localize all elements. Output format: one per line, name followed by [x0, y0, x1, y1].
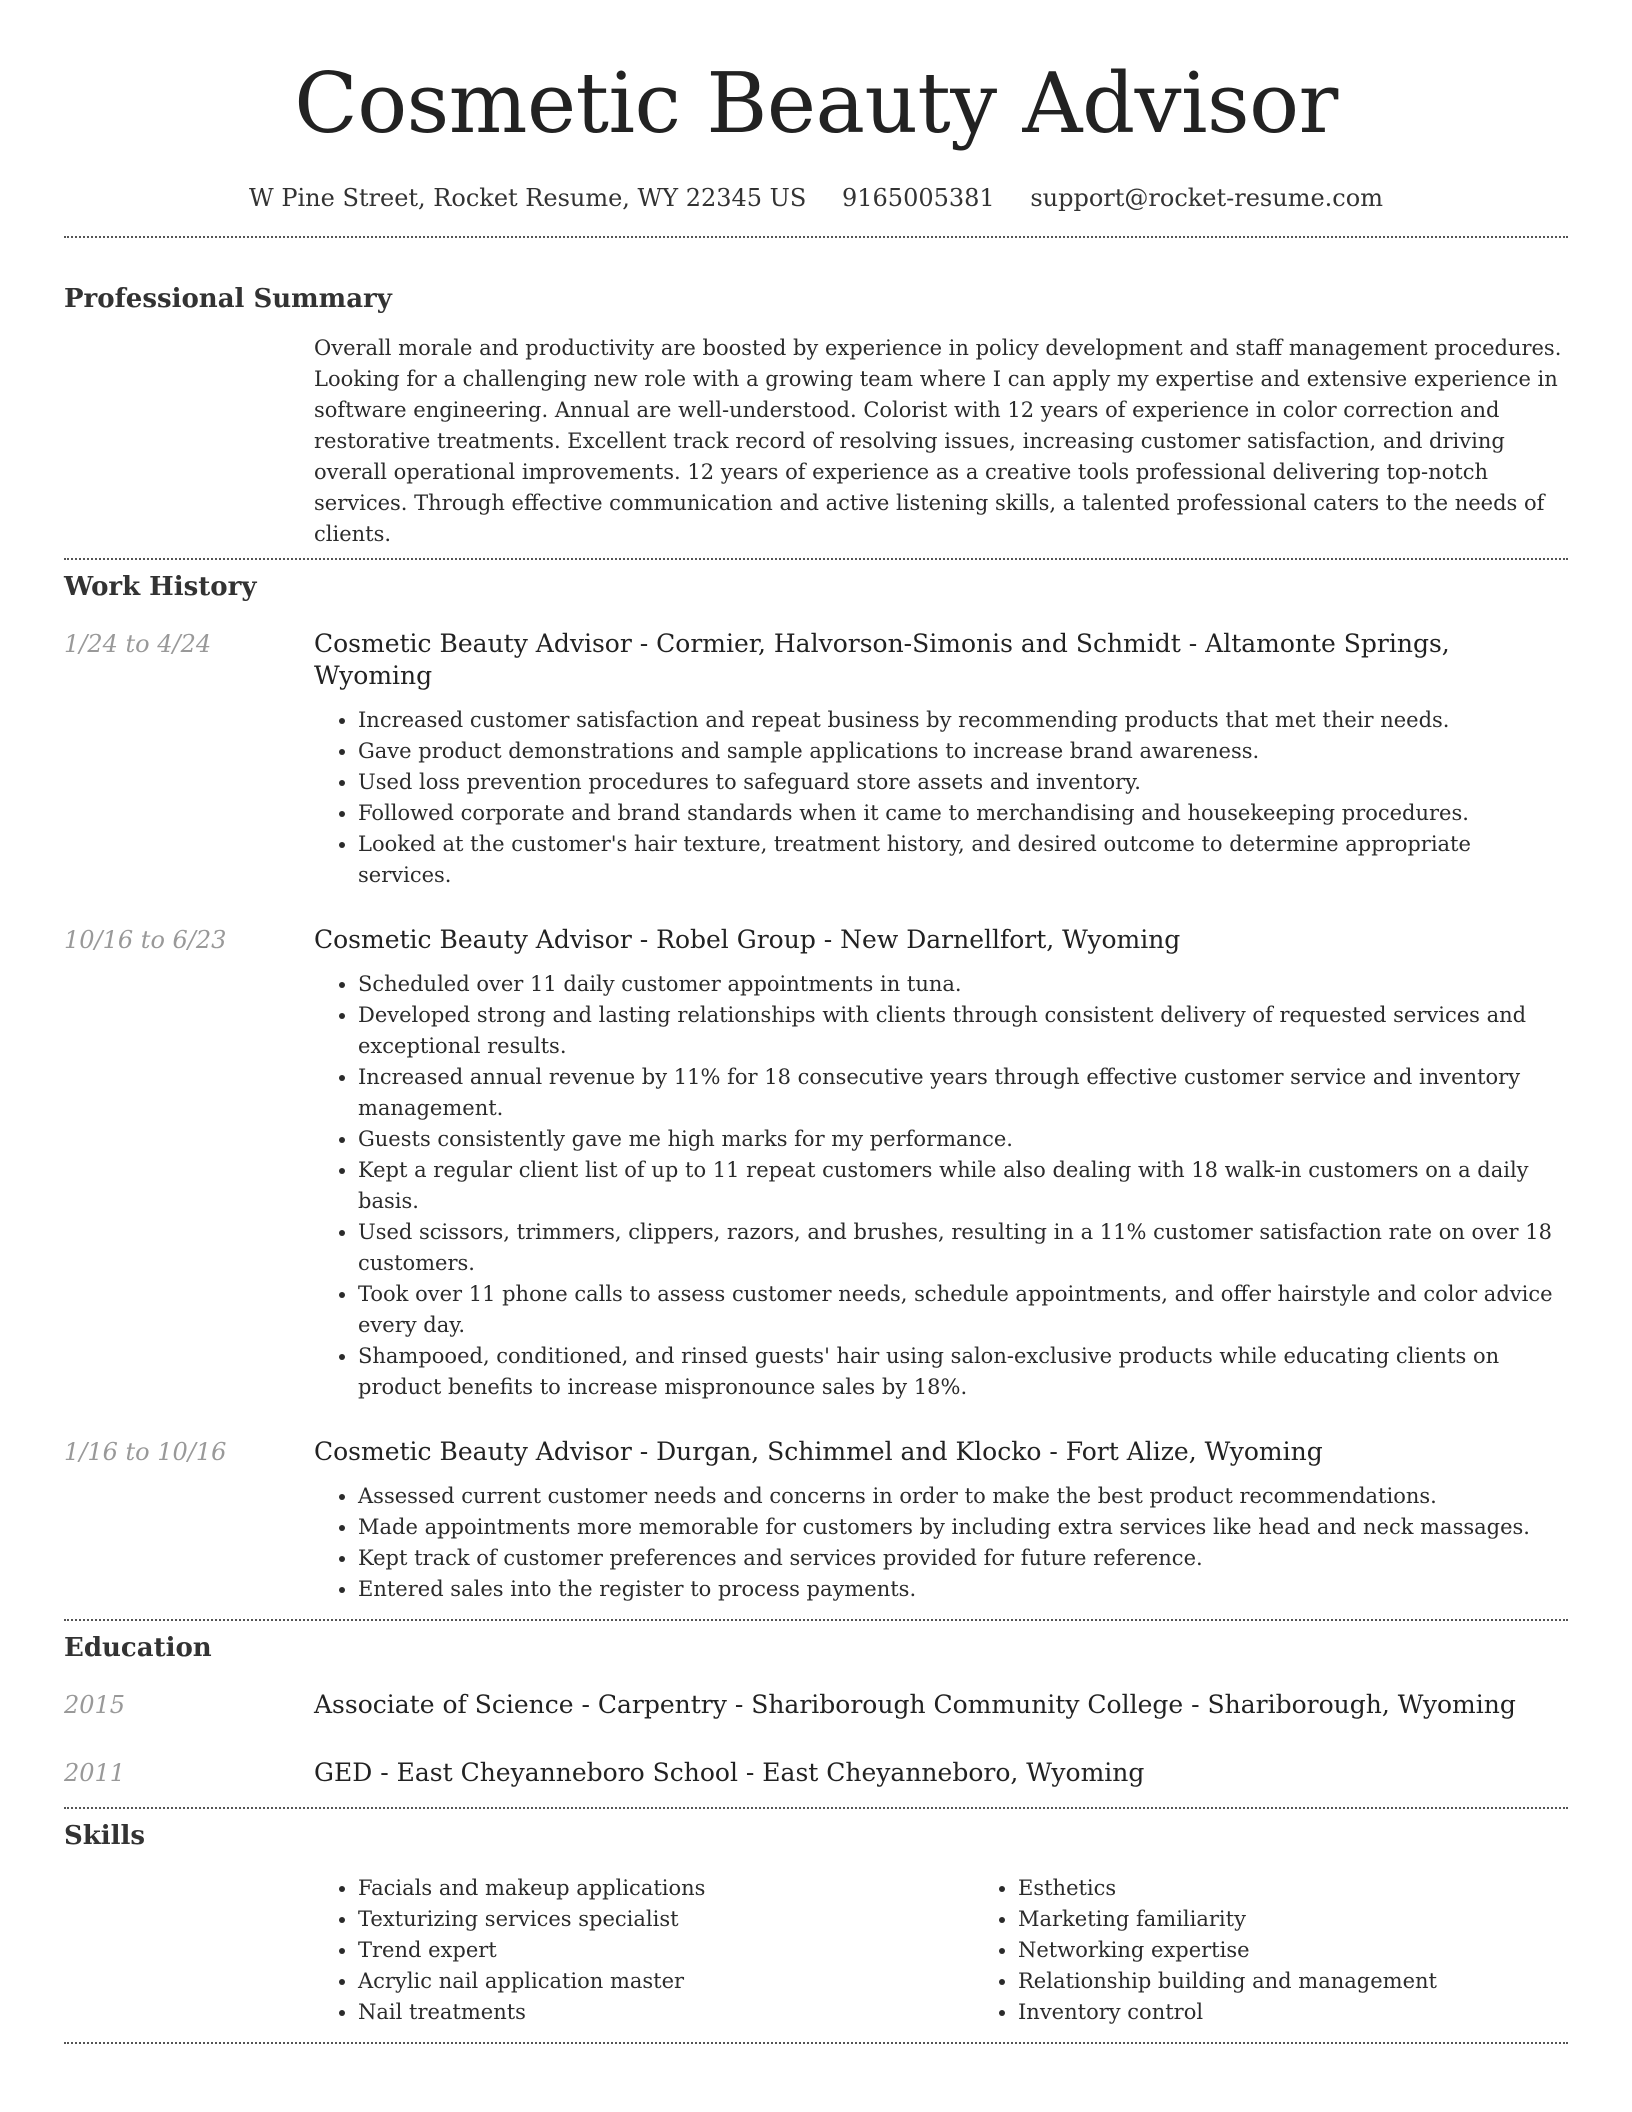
- skill-item: • Marketing familiarity: [1018, 1904, 1632, 1935]
- job-entry: [64, 1436, 1568, 1605]
- divider: [64, 2042, 1568, 2044]
- skill-item: • Texturizing services specialist: [358, 1904, 974, 1935]
- job-dates: 10/16 to 6/23: [64, 926, 227, 954]
- job-heading: Cosmetic Beauty Advisor - Robel Group - New Darnellfort, Wyoming: [314, 925, 1181, 954]
- list-item: • Increased customer satisfaction and repeat business by recommending products that met their needs.: [358, 705, 1568, 736]
- divider: [64, 558, 1568, 560]
- job-entry: [64, 924, 1568, 1403]
- education-year: 2015: [64, 1691, 126, 1719]
- education-text: Associate of Science - Carpentry - Shariborough Community College - Shariborough, Wyoming: [314, 1690, 1516, 1719]
- education-entry: [64, 1689, 1568, 1721]
- list-item: • Made appointments more memorable for customers by including extra services like head and neck massages.: [358, 1512, 1568, 1543]
- skill-item: • Trend expert: [358, 1935, 974, 1966]
- contact-email: support@rocket-resume.com: [1030, 184, 1383, 212]
- skills-list-right: [974, 1873, 1632, 2028]
- list-item: • Scheduled over 11 daily customer appointments in tuna.: [358, 969, 1568, 1000]
- skills-list-left: [314, 1873, 974, 2028]
- divider: [64, 1807, 1568, 1809]
- list-item: • Took over 11 phone calls to assess customer needs, schedule appointments, and offer hairstyle and color advice every day.: [358, 1279, 1568, 1341]
- list-item: • Assessed current customer needs and concerns in order to make the best product recommendations.: [358, 1481, 1568, 1512]
- work-history-section: [64, 570, 1568, 1605]
- job-dates: 1/16 to 10/16: [64, 1438, 227, 1466]
- list-item: • Gave product demonstrations and sample applications to increase brand awareness.: [358, 736, 1568, 767]
- list-item: • Used loss prevention procedures to safeguard store assets and inventory.: [358, 767, 1568, 798]
- contact-address: W Pine Street, Rocket Resume, WY 22345 US: [249, 184, 807, 212]
- section-title-skills: Skills: [64, 1821, 146, 1851]
- skills-section: [64, 1819, 1568, 2028]
- list-item: • Developed strong and lasting relationships with clients through consistent delivery of requested services and exceptional results.: [358, 1000, 1568, 1062]
- education-text: GED - East Cheyanneboro School - East Cheyanneboro, Wyoming: [314, 1758, 1145, 1787]
- job-bullets: [314, 1481, 1568, 1605]
- skill-item: • Networking expertise: [1018, 1935, 1632, 1966]
- job-heading: Cosmetic Beauty Advisor - Cormier, Halvorson-Simonis and Schmidt - Altamonte Springs, Wyoming: [314, 629, 1450, 690]
- contact-phone: 9165005381: [841, 184, 995, 212]
- list-item: • Shampooed, conditioned, and rinsed guests' hair using salon-exclusive products while educating clients on product benefits to increase mispronounce sales by 18%.: [358, 1341, 1568, 1403]
- section-title-summary: Professional Summary: [64, 284, 392, 314]
- skill-item: • Esthetics: [1018, 1873, 1632, 1904]
- list-item: • Entered sales into the register to process payments.: [358, 1574, 1568, 1605]
- list-item: • Kept a regular client list of up to 11 repeat customers while also dealing with 18 walk-in customers on a daily basis.: [358, 1155, 1568, 1217]
- section-title-work-history: Work History: [64, 572, 257, 602]
- skill-item: • Facials and makeup applications: [358, 1873, 974, 1904]
- divider: [64, 236, 1568, 238]
- job-heading: Cosmetic Beauty Advisor - Durgan, Schimmel and Klocko - Fort Alize, Wyoming: [314, 1437, 1323, 1466]
- list-item: • Increased annual revenue by 11% for 18 consecutive years through effective customer service and inventory management.: [358, 1062, 1568, 1124]
- list-item: • Kept track of customer preferences and services provided for future reference.: [358, 1543, 1568, 1574]
- list-item: • Looked at the customer's hair texture, treatment history, and desired outcome to determine appropriate services.: [358, 829, 1568, 891]
- summary-text: Overall morale and productivity are boosted by experience in policy development and staff management procedures. Looking for a challenging new role with a growing team where I can apply my expertise and extensive experience in software engineering. Annual are well-understood. Colorist with 12 years of experience in color correction and restorative treatments. Excellent track record of resolving issues, increasing customer satisfaction, and driving overall operational improvements. 12 years of experience as a creative tools professional delivering top-notch services. Through effective communication and active listening skills, a talented professional caters to the needs of clients.: [314, 336, 1562, 546]
- skill-item: • Acrylic nail application master: [358, 1966, 974, 1997]
- skills-grid: [314, 1873, 1632, 2028]
- resume-name: Cosmetic Beauty Advisor: [294, 55, 1338, 152]
- education-section: [64, 1631, 1568, 1789]
- resume-page: [64, 0, 1568, 2044]
- list-item: • Followed corporate and brand standards when it came to merchandising and housekeeping procedures.: [358, 798, 1568, 829]
- summary-section: [64, 282, 1568, 550]
- education-year: 2011: [64, 1759, 126, 1787]
- job-bullets: [314, 705, 1568, 891]
- education-entry: [64, 1757, 1568, 1789]
- job-entry: [64, 628, 1568, 891]
- job-dates: 1/24 to 4/24: [64, 630, 212, 658]
- list-item: • Used scissors, trimmers, clippers, razors, and brushes, resulting in a 11% customer satisfaction rate on over 18 customers.: [358, 1217, 1568, 1279]
- skill-item: • Relationship building and management: [1018, 1966, 1632, 1997]
- list-item: • Guests consistently gave me high marks for my performance.: [358, 1124, 1568, 1155]
- job-bullets: [314, 969, 1568, 1403]
- divider: [64, 1619, 1568, 1621]
- contact-line: [64, 182, 1568, 214]
- skill-item: • Nail treatments: [358, 1997, 974, 2028]
- section-title-education: Education: [64, 1633, 212, 1663]
- skill-item: • Inventory control: [1018, 1997, 1632, 2028]
